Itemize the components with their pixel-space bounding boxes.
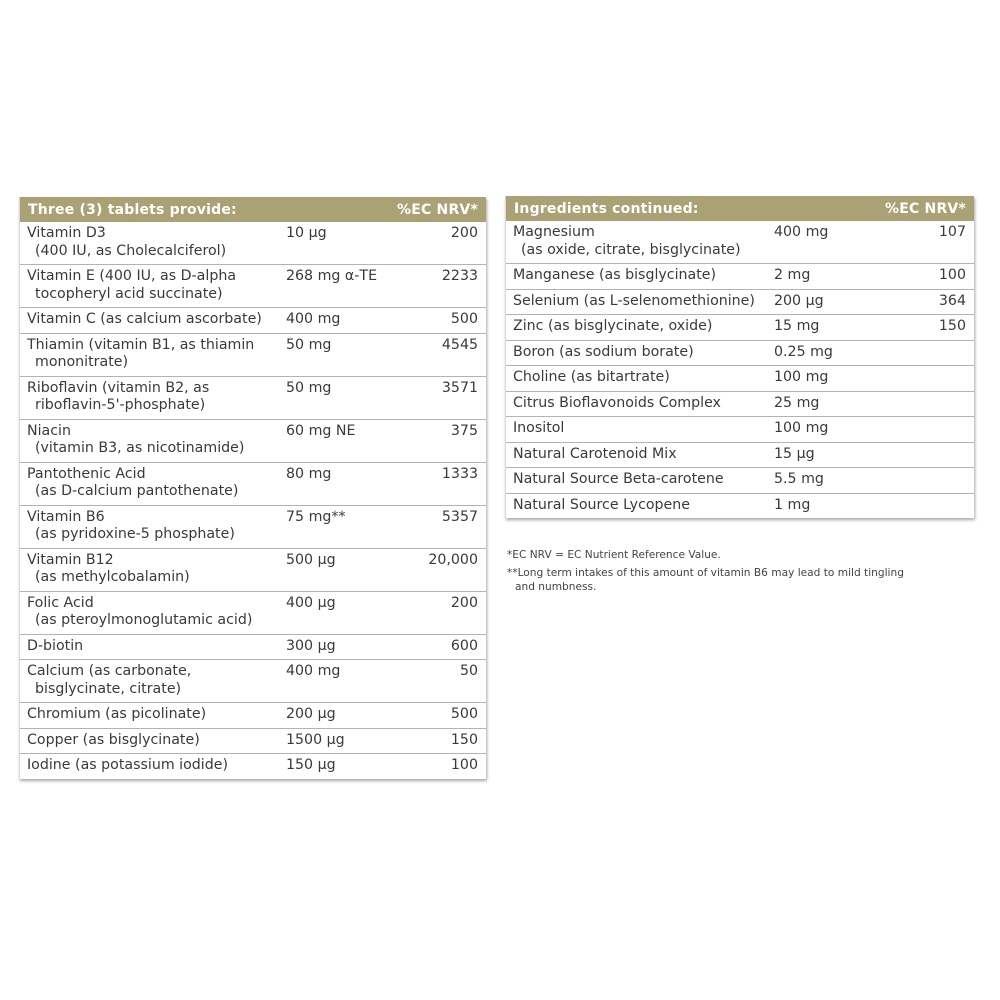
nutrient-name: Vitamin D3 bbox=[27, 225, 106, 241]
nutrient-amount: 1 mg bbox=[774, 493, 904, 518]
nutrient-amount: 400 mg bbox=[286, 660, 406, 703]
nutrient-amount: 1500 µg bbox=[286, 728, 406, 754]
nutrient-nrv: 5357 bbox=[406, 505, 486, 548]
nutrient-name-cell bbox=[506, 442, 774, 468]
nutrient-amount: 0.25 mg bbox=[774, 340, 904, 366]
nutrient-nrv: 107 bbox=[938, 224, 966, 240]
nutrient-name: Natural Source Beta-carotene bbox=[513, 471, 724, 487]
nutrient-name-cell bbox=[506, 221, 774, 264]
nutrient-name-detail: riboflavin-5'-phosphate) bbox=[35, 397, 206, 413]
nutrient-amount: 2 mg bbox=[774, 264, 904, 290]
nutrient-amount: 15 µg bbox=[774, 442, 904, 468]
nutrient-amount: 5.5 mg bbox=[774, 468, 904, 494]
nutrient-name: Inositol bbox=[513, 420, 565, 436]
nutrient-amount: 50 mg bbox=[286, 376, 406, 419]
nutrient-nrv bbox=[904, 468, 974, 494]
table-row bbox=[506, 417, 974, 443]
nutrient-name-detail: (as pyridoxine-5 phosphate) bbox=[35, 526, 235, 542]
nutrient-nrv: 500 bbox=[406, 308, 486, 334]
nutrient-name: D-biotin bbox=[27, 637, 84, 654]
nutrient-name-cell bbox=[506, 493, 774, 518]
nutrient-name-cell bbox=[20, 308, 286, 334]
nutrient-name-cell bbox=[506, 289, 774, 315]
nutrient-name: Folic Acid bbox=[27, 594, 94, 611]
table-row bbox=[506, 442, 974, 468]
table-row bbox=[506, 391, 974, 417]
table-row bbox=[506, 264, 974, 290]
nutrient-name: Vitamin E (400 IU, as D-alpha bbox=[27, 268, 237, 284]
nutrient-nrv bbox=[904, 391, 974, 417]
table-row bbox=[506, 366, 974, 392]
nutrient-name: Riboflavin (vitamin B2, as bbox=[27, 379, 210, 396]
nutrient-nrv bbox=[904, 442, 974, 468]
nutrient-name-detail: (as methylcobalamin) bbox=[35, 569, 190, 585]
nutrient-amount: 268 mg α-TE bbox=[286, 265, 406, 308]
table-row bbox=[20, 548, 486, 591]
nutrient-nrv: 150 bbox=[904, 315, 974, 341]
footnote-b6-line2: and numbness. bbox=[515, 581, 597, 593]
nutrient-amount: 400 mg bbox=[286, 308, 406, 334]
nutrient-name: Iodine (as potassium iodide) bbox=[27, 757, 229, 773]
nutrient-name: Calcium (as carbonate, bbox=[27, 663, 192, 679]
nutrient-name-cell bbox=[20, 376, 286, 419]
nutrient-name-cell bbox=[20, 265, 286, 308]
nutrient-nrv bbox=[904, 340, 974, 366]
footnotes bbox=[507, 548, 947, 598]
nutrient-name-detail: (as D-calcium pantothenate) bbox=[35, 483, 239, 499]
table-row bbox=[20, 591, 486, 634]
nutrient-name-detail: (as pteroylmonoglutamic acid) bbox=[35, 612, 253, 628]
nutrient-name-cell bbox=[506, 417, 774, 443]
nutrient-name-cell bbox=[20, 462, 286, 505]
nutrient-name: Chromium (as picolinate) bbox=[27, 706, 207, 722]
nutrient-nrv: 500 bbox=[406, 703, 486, 729]
nutrient-name: Natural Source Lycopene bbox=[513, 496, 691, 513]
nutrient-name-detail: (vitamin B3, as nicotinamide) bbox=[35, 440, 245, 456]
table-row bbox=[506, 221, 974, 264]
nutrient-nrv: 3571 bbox=[406, 376, 486, 419]
nutrient-name-detail: tocopheryl acid succinate) bbox=[35, 285, 223, 302]
nutrient-nrv: 2233 bbox=[406, 265, 486, 308]
nutrient-amount: 100 mg bbox=[774, 366, 904, 392]
nutrient-amount: 150 µg bbox=[286, 754, 406, 779]
table-row bbox=[20, 728, 486, 754]
nutrient-name: Natural Carotenoid Mix bbox=[513, 445, 677, 462]
nutrient-amount: 50 mg bbox=[286, 333, 406, 376]
table-row bbox=[20, 333, 486, 376]
table-row bbox=[20, 462, 486, 505]
nutrient-name-cell bbox=[20, 505, 286, 548]
nutrient-amount: 500 µg bbox=[286, 548, 406, 591]
nutrient-name: Copper (as bisglycinate) bbox=[27, 731, 200, 748]
nutrient-nrv: 200 bbox=[406, 591, 486, 634]
nutrient-amount: 80 mg bbox=[286, 462, 406, 505]
nutrient-name-detail: mononitrate) bbox=[35, 354, 129, 370]
nutrient-name-cell bbox=[20, 222, 286, 265]
nutrient-name-cell bbox=[506, 340, 774, 366]
nutrient-name: Vitamin B12 bbox=[27, 551, 114, 568]
nutrient-nrv: 20,000 bbox=[406, 548, 486, 591]
nutrient-amount: 100 mg bbox=[774, 417, 904, 443]
nutrient-name: Citrus Bioflavonoids Complex bbox=[513, 394, 721, 411]
nutrient-amount: 25 mg bbox=[774, 391, 904, 417]
table-header-nrv: %EC NRV* bbox=[397, 201, 478, 218]
nutrient-name: Vitamin B6 bbox=[27, 508, 105, 525]
table-row bbox=[506, 468, 974, 494]
nutrient-name-cell bbox=[506, 264, 774, 290]
nutrient-name-cell bbox=[506, 391, 774, 417]
nutrient-name-cell bbox=[20, 634, 286, 660]
nutrient-name: Choline (as bitartrate) bbox=[513, 369, 670, 385]
nutrient-amount: 400 µg bbox=[286, 591, 406, 634]
table-row bbox=[20, 505, 486, 548]
nutrient-nrv: 50 bbox=[406, 660, 486, 703]
nutrient-name-cell bbox=[20, 333, 286, 376]
nutrient-name-detail: (400 IU, as Cholecalciferol) bbox=[35, 242, 227, 259]
ingredients-continued-table bbox=[505, 196, 974, 518]
nutrient-name: Selenium (as L-selenomethionine) bbox=[513, 292, 755, 309]
table-row bbox=[506, 289, 974, 315]
nutrient-amount: 10 µg bbox=[286, 225, 327, 241]
table-row bbox=[20, 376, 486, 419]
nutrient-name: Boron (as sodium borate) bbox=[513, 343, 694, 360]
table-header bbox=[506, 196, 974, 221]
nutrient-nrv: 100 bbox=[406, 754, 486, 779]
nutrient-nrv: 1333 bbox=[406, 462, 486, 505]
nutrient-amount: 300 µg bbox=[286, 634, 406, 660]
supplement-facts-table bbox=[19, 197, 486, 779]
nutrient-table bbox=[506, 221, 974, 518]
nutrient-nrv: 375 bbox=[406, 419, 486, 462]
nutrient-name: Vitamin C (as calcium ascorbate) bbox=[27, 311, 262, 327]
table-row bbox=[20, 308, 486, 334]
nutrient-name-detail: bisglycinate, citrate) bbox=[35, 680, 182, 697]
nutrient-name-cell bbox=[506, 366, 774, 392]
nutrient-amount: 200 µg bbox=[774, 289, 904, 315]
nutrient-name: Niacin bbox=[27, 422, 71, 439]
nutrient-name: Thiamin (vitamin B1, as thiamin bbox=[27, 336, 255, 353]
footnote-nrv: *EC NRV = EC Nutrient Reference Value. bbox=[507, 549, 721, 561]
nutrient-name-cell bbox=[20, 419, 286, 462]
nutrient-name: Pantothenic Acid bbox=[27, 465, 146, 482]
table-row bbox=[506, 315, 974, 341]
nutrient-name-cell bbox=[20, 591, 286, 634]
table-header bbox=[20, 197, 486, 222]
nutrient-nrv: 600 bbox=[406, 634, 486, 660]
nutrient-nrv: 4545 bbox=[406, 333, 486, 376]
nutrient-nrv bbox=[904, 417, 974, 443]
nutrient-nrv bbox=[904, 493, 974, 518]
table-row bbox=[506, 340, 974, 366]
table-row bbox=[506, 493, 974, 518]
nutrient-amount: 400 mg bbox=[774, 224, 829, 240]
nutrient-name-detail: (as oxide, citrate, bisglycinate) bbox=[521, 241, 741, 258]
nutrient-nrv: 150 bbox=[406, 728, 486, 754]
table-row bbox=[20, 265, 486, 308]
nutrient-name-cell bbox=[506, 468, 774, 494]
nutrient-nrv: 364 bbox=[904, 289, 974, 315]
table-row bbox=[20, 634, 486, 660]
footnote-b6 bbox=[507, 566, 947, 594]
nutrient-nrv: 200 bbox=[450, 225, 478, 241]
table-row bbox=[20, 703, 486, 729]
table-header-title: Ingredients continued: bbox=[514, 200, 699, 217]
nutrient-name-cell bbox=[506, 315, 774, 341]
nutrient-nrv bbox=[904, 366, 974, 392]
nutrient-name-cell bbox=[20, 754, 286, 779]
table-row bbox=[20, 754, 486, 779]
footnote-b6-line1: **Long term intakes of this amount of vitamin B6 may lead to mild tingling bbox=[507, 567, 904, 579]
nutrient-amount: 15 mg bbox=[774, 315, 904, 341]
nutrient-name-cell bbox=[20, 548, 286, 591]
nutrient-name-cell bbox=[20, 660, 286, 703]
nutrient-table bbox=[20, 222, 486, 779]
table-header-title: Three (3) tablets provide: bbox=[28, 201, 237, 218]
nutrient-amount: 200 µg bbox=[286, 703, 406, 729]
nutrient-name-cell bbox=[20, 728, 286, 754]
nutrient-nrv: 100 bbox=[904, 264, 974, 290]
table-row bbox=[20, 222, 486, 265]
table-row bbox=[20, 660, 486, 703]
nutrient-name-cell bbox=[20, 703, 286, 729]
nutrient-amount: 60 mg NE bbox=[286, 419, 406, 462]
table-row bbox=[20, 419, 486, 462]
nutrient-name: Zinc (as bisglycinate, oxide) bbox=[513, 318, 713, 334]
nutrient-name: Magnesium bbox=[513, 224, 595, 240]
table-header-nrv: %EC NRV* bbox=[885, 200, 966, 217]
nutrient-amount: 75 mg** bbox=[286, 505, 406, 548]
nutrient-name: Manganese (as bisglycinate) bbox=[513, 267, 717, 283]
